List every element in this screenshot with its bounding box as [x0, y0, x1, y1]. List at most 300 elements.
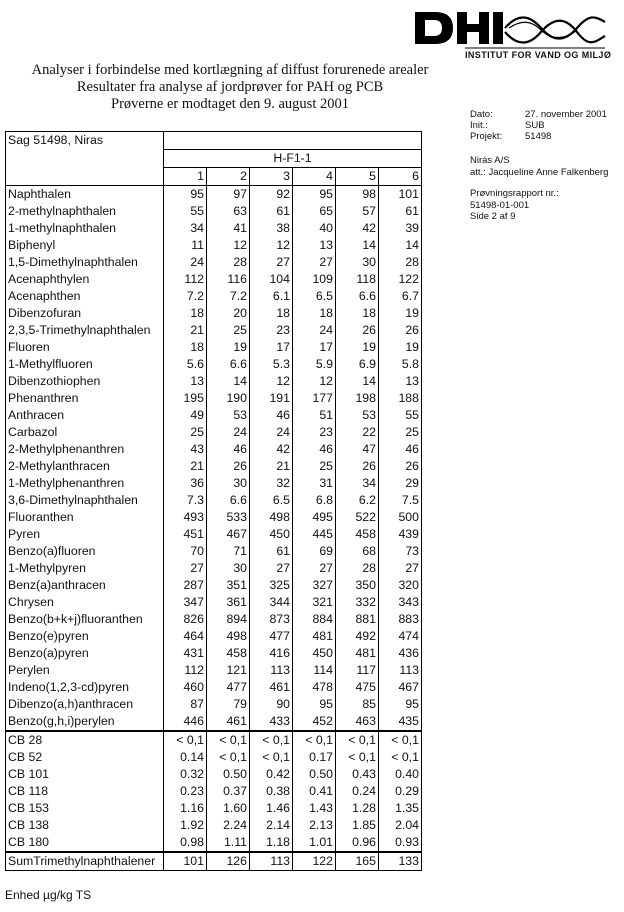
- header-line-2: Resultater fra analyse af jordprøver for PAH og PCB: [76, 79, 384, 95]
- cell-value: 1.28: [336, 800, 379, 817]
- cell-value: 6.2: [336, 492, 379, 509]
- cell-value: 26: [336, 458, 379, 475]
- table-row: [6, 543, 422, 560]
- column-header: 4: [293, 168, 336, 186]
- cell-value: 433: [250, 713, 293, 731]
- table-row: [6, 783, 422, 800]
- cell-value: 452: [293, 713, 336, 731]
- compound-name: 1-Methylphenanthren: [6, 475, 164, 492]
- cell-value: 122: [379, 271, 422, 288]
- cell-value: 28: [207, 254, 250, 271]
- cell-value: 26: [379, 458, 422, 475]
- cell-value: 416: [250, 645, 293, 662]
- compound-name: 2-Methylphenanthren: [6, 441, 164, 458]
- cell-value: 351: [207, 577, 250, 594]
- cell-value: 40: [293, 220, 336, 237]
- cell-value: 97: [207, 186, 250, 204]
- cell-value: 361: [207, 594, 250, 611]
- cell-value: 24: [250, 424, 293, 441]
- cell-value: 5.6: [164, 356, 207, 373]
- cell-value: 27: [293, 560, 336, 577]
- compound-name: Dibenzofuran: [6, 305, 164, 322]
- cell-value: 20: [207, 305, 250, 322]
- case-label: Sag 51498, Niras: [6, 132, 164, 150]
- meta-init: [470, 120, 607, 131]
- cell-value: 61: [379, 203, 422, 220]
- cell-value: 71: [207, 543, 250, 560]
- cell-value: 2.04: [379, 817, 422, 834]
- cell-value: 46: [250, 407, 293, 424]
- cell-value: 1.01: [293, 834, 336, 852]
- cell-value: 1.60: [207, 800, 250, 817]
- cell-value: 68: [336, 543, 379, 560]
- cell-value: 101: [379, 186, 422, 204]
- cell-value: 114: [293, 662, 336, 679]
- cell-value: 95: [164, 186, 207, 204]
- cell-value: 873: [250, 611, 293, 628]
- cell-value: 467: [379, 679, 422, 696]
- cell-value: 463: [336, 713, 379, 731]
- table-row: [6, 220, 422, 237]
- cell-value: 30: [336, 254, 379, 271]
- cell-value: 320: [379, 577, 422, 594]
- compound-name: Biphenyl: [6, 237, 164, 254]
- cell-value: 73: [379, 543, 422, 560]
- cell-value: 7.5: [379, 492, 422, 509]
- cell-value: 26: [379, 322, 422, 339]
- cell-value: 7.2: [164, 288, 207, 305]
- compound-name: CB 118: [6, 783, 164, 800]
- cell-value: 5.8: [379, 356, 422, 373]
- table-row: [6, 356, 422, 373]
- meta-init-label: Init.:: [470, 120, 488, 131]
- cell-value: 42: [250, 441, 293, 458]
- report-label: Prøvningsrapport nr.:: [470, 188, 559, 199]
- cell-value: 1.92: [164, 817, 207, 834]
- table-row: [6, 441, 422, 458]
- compound-name: 1,5-Dimethylnaphthalen: [6, 254, 164, 271]
- cell-value: 25: [293, 458, 336, 475]
- meta-init-value: SUB: [525, 120, 545, 131]
- meta-date-label: Dato:: [470, 109, 493, 120]
- table-row: [6, 203, 422, 220]
- compound-name: 2-methylnaphthalen: [6, 203, 164, 220]
- cell-value: 0.50: [207, 766, 250, 783]
- cell-value: 500: [379, 509, 422, 526]
- cell-value: 41: [207, 220, 250, 237]
- cell-value: 87: [164, 696, 207, 713]
- table-row: [6, 679, 422, 696]
- cell-value: 18: [336, 305, 379, 322]
- cell-value: 21: [164, 458, 207, 475]
- cell-value: 30: [207, 475, 250, 492]
- cell-value: 0.93: [379, 834, 422, 852]
- meta-date: [470, 109, 607, 120]
- cell-value: 14: [379, 237, 422, 254]
- compound-name: Chrysen: [6, 594, 164, 611]
- cell-value: 12: [250, 237, 293, 254]
- cell-value: 6.6: [336, 288, 379, 305]
- table-row: [6, 339, 422, 356]
- cell-value: 53: [207, 407, 250, 424]
- recipient-company: Nirás A/S: [470, 155, 510, 166]
- cell-value: 69: [293, 543, 336, 560]
- table-row: [6, 271, 422, 288]
- cell-value: < 0,1: [336, 749, 379, 766]
- cell-value: 0.24: [336, 783, 379, 800]
- cell-value: 53: [336, 407, 379, 424]
- compound-name: 1-Methylfluoren: [6, 356, 164, 373]
- table-row: [6, 696, 422, 713]
- cell-value: 18: [164, 339, 207, 356]
- table-row: [6, 458, 422, 475]
- cell-value: 121: [207, 662, 250, 679]
- cell-value: 343: [379, 594, 422, 611]
- cell-value: 17: [293, 339, 336, 356]
- cell-value: 13: [293, 237, 336, 254]
- compound-name: Carbazol: [6, 424, 164, 441]
- cell-value: 12: [293, 373, 336, 390]
- cell-value: 1.43: [293, 800, 336, 817]
- cell-value: 34: [164, 220, 207, 237]
- cell-value: 6.6: [207, 492, 250, 509]
- cell-value: 881: [336, 611, 379, 628]
- compound-name: Benzo(b+k+j)fluoranthen: [6, 611, 164, 628]
- cell-value: 450: [293, 645, 336, 662]
- cell-value: 61: [250, 543, 293, 560]
- table-row: [6, 526, 422, 543]
- compound-name: Benzo(a)fluoren: [6, 543, 164, 560]
- cell-value: 27: [379, 560, 422, 577]
- cell-value: 70: [164, 543, 207, 560]
- compound-name: 1-methylnaphthalen: [6, 220, 164, 237]
- column-header: 2: [207, 168, 250, 186]
- cell-value: 0.43: [336, 766, 379, 783]
- cell-value: < 0,1: [164, 731, 207, 749]
- cell-value: 6.7: [379, 288, 422, 305]
- cell-value: 439: [379, 526, 422, 543]
- cell-value: 12: [250, 373, 293, 390]
- table-column-header-row: [6, 168, 422, 186]
- table-row: [6, 594, 422, 611]
- cell-value: 350: [336, 577, 379, 594]
- cell-value: 894: [207, 611, 250, 628]
- compound-name: Acenaphthylen: [6, 271, 164, 288]
- compound-name: Fluoranthen: [6, 509, 164, 526]
- cell-value: 5.9: [293, 356, 336, 373]
- cell-value: 498: [250, 509, 293, 526]
- cell-value: 5.3: [250, 356, 293, 373]
- cell-value: 25: [379, 424, 422, 441]
- cell-value: 27: [250, 560, 293, 577]
- cell-value: 493: [164, 509, 207, 526]
- cell-value: 95: [293, 186, 336, 204]
- cell-value: 17: [250, 339, 293, 356]
- table-row: [6, 305, 422, 322]
- cell-value: 1.16: [164, 800, 207, 817]
- cell-value: 195: [164, 390, 207, 407]
- cell-value: 464: [164, 628, 207, 645]
- cell-value: 477: [207, 679, 250, 696]
- compound-name: 1-Methylpyren: [6, 560, 164, 577]
- cell-value: 26: [336, 322, 379, 339]
- cell-value: 0.41: [293, 783, 336, 800]
- cell-value: 436: [379, 645, 422, 662]
- cell-value: 13: [379, 373, 422, 390]
- cell-value: 21: [250, 458, 293, 475]
- compound-name: CB 101: [6, 766, 164, 783]
- compound-name: CB 153: [6, 800, 164, 817]
- cell-value: 481: [336, 645, 379, 662]
- cell-value: 1.46: [250, 800, 293, 817]
- cell-value: 6.6: [207, 356, 250, 373]
- cell-value: 344: [250, 594, 293, 611]
- cell-value: 11: [164, 237, 207, 254]
- cell-value: < 0,1: [336, 731, 379, 749]
- cell-value: 90: [250, 696, 293, 713]
- cell-value: 26: [207, 458, 250, 475]
- cell-value: 98: [336, 186, 379, 204]
- compound-name: 3,6-Dimethylnaphthalen: [6, 492, 164, 509]
- cell-value: 55: [164, 203, 207, 220]
- cell-value: 287: [164, 577, 207, 594]
- meta-project-label: Projekt:: [470, 131, 503, 142]
- sum-value: 101: [164, 852, 207, 871]
- compound-name: 2-Methylanthracen: [6, 458, 164, 475]
- cell-value: < 0,1: [250, 749, 293, 766]
- cell-value: 0.42: [250, 766, 293, 783]
- sum-value: 133: [379, 852, 422, 871]
- cell-value: 25: [207, 322, 250, 339]
- compound-name: Naphthalen: [6, 186, 164, 204]
- cell-value: < 0,1: [293, 731, 336, 749]
- compound-name: CB 28: [6, 731, 164, 749]
- cell-value: 14: [336, 237, 379, 254]
- cell-value: 47: [336, 441, 379, 458]
- cell-value: 478: [293, 679, 336, 696]
- cell-value: 34: [336, 475, 379, 492]
- table-row: [6, 373, 422, 390]
- table-row: [6, 731, 422, 749]
- cell-value: 884: [293, 611, 336, 628]
- cell-value: 51: [293, 407, 336, 424]
- cell-value: 18: [164, 305, 207, 322]
- compound-name: CB 52: [6, 749, 164, 766]
- group-label: H-F1-1: [164, 150, 422, 168]
- cell-value: 7.3: [164, 492, 207, 509]
- cell-value: 1.18: [250, 834, 293, 852]
- cell-value: 55: [379, 407, 422, 424]
- cell-value: 46: [207, 441, 250, 458]
- table-row: [6, 713, 422, 731]
- cell-value: 0.50: [293, 766, 336, 783]
- cell-value: 57: [336, 203, 379, 220]
- compound-name: 2,3,5-Trimethylnaphthalen: [6, 322, 164, 339]
- cell-value: 23: [250, 322, 293, 339]
- cell-value: 19: [379, 305, 422, 322]
- cell-value: 321: [293, 594, 336, 611]
- sum-value: 113: [250, 852, 293, 871]
- cell-value: 6.8: [293, 492, 336, 509]
- compound-name: Acenaphthen: [6, 288, 164, 305]
- table-row: [6, 254, 422, 271]
- cell-value: 116: [207, 271, 250, 288]
- cell-value: 28: [336, 560, 379, 577]
- report-page: Side 2 af 9: [470, 211, 516, 222]
- compound-name: Anthracen: [6, 407, 164, 424]
- cell-value: 7.2: [207, 288, 250, 305]
- compound-name: CB 138: [6, 817, 164, 834]
- table-row: [6, 628, 422, 645]
- cell-value: 188: [379, 390, 422, 407]
- table-row: [6, 645, 422, 662]
- cell-value: 458: [207, 645, 250, 662]
- compound-name: Perylen: [6, 662, 164, 679]
- cell-value: 24: [207, 424, 250, 441]
- table-row: [6, 509, 422, 526]
- table-case-row: [6, 132, 422, 150]
- table-row: [6, 800, 422, 817]
- cell-value: 177: [293, 390, 336, 407]
- cell-value: 481: [293, 628, 336, 645]
- table-row: [6, 560, 422, 577]
- cell-value: 27: [164, 560, 207, 577]
- cell-value: 458: [336, 526, 379, 543]
- cell-value: 0.23: [164, 783, 207, 800]
- cell-value: 113: [379, 662, 422, 679]
- compound-name: Benz(a)anthracen: [6, 577, 164, 594]
- cell-value: 29: [379, 475, 422, 492]
- column-header: 3: [250, 168, 293, 186]
- table-row: [6, 766, 422, 783]
- table-row: [6, 288, 422, 305]
- cell-value: 38: [250, 220, 293, 237]
- cell-value: 460: [164, 679, 207, 696]
- compound-name: Dibenzothiophen: [6, 373, 164, 390]
- cell-value: 92: [250, 186, 293, 204]
- cell-value: 63: [207, 203, 250, 220]
- cell-value: 883: [379, 611, 422, 628]
- cell-value: < 0,1: [379, 749, 422, 766]
- cell-value: 18: [250, 305, 293, 322]
- cell-value: 13: [164, 373, 207, 390]
- table-group-row: [6, 150, 422, 168]
- cell-value: 446: [164, 713, 207, 731]
- table-sum-row: [6, 852, 422, 871]
- cell-value: 21: [164, 322, 207, 339]
- table-row: [6, 322, 422, 339]
- cell-value: 109: [293, 271, 336, 288]
- cell-value: < 0,1: [250, 731, 293, 749]
- table-row: [6, 577, 422, 594]
- cell-value: 190: [207, 390, 250, 407]
- compound-name: Indeno(1,2,3-cd)pyren: [6, 679, 164, 696]
- cell-value: 112: [164, 271, 207, 288]
- compound-name: Dibenzo(a,h)anthracen: [6, 696, 164, 713]
- cell-value: 95: [379, 696, 422, 713]
- cell-value: 450: [250, 526, 293, 543]
- cell-value: 27: [293, 254, 336, 271]
- cell-value: < 0,1: [379, 731, 422, 749]
- cell-value: 0.40: [379, 766, 422, 783]
- cell-value: 325: [250, 577, 293, 594]
- cell-value: 474: [379, 628, 422, 645]
- cell-value: 42: [336, 220, 379, 237]
- cell-value: 31: [293, 475, 336, 492]
- cell-value: 19: [336, 339, 379, 356]
- table-row: [6, 611, 422, 628]
- cell-value: 6.1: [250, 288, 293, 305]
- cell-value: 32: [250, 475, 293, 492]
- column-header: 5: [336, 168, 379, 186]
- cell-value: 2.24: [207, 817, 250, 834]
- cell-value: 0.17: [293, 749, 336, 766]
- cell-value: 36: [164, 475, 207, 492]
- cell-value: 79: [207, 696, 250, 713]
- cell-value: < 0,1: [207, 731, 250, 749]
- compound-name: Fluoren: [6, 339, 164, 356]
- compound-name: Benzo(e)pyren: [6, 628, 164, 645]
- cell-value: 467: [207, 526, 250, 543]
- unit-note: Enhed µg/kg TS: [5, 888, 92, 902]
- cell-value: 477: [250, 628, 293, 645]
- cell-value: 0.96: [336, 834, 379, 852]
- cell-value: 25: [164, 424, 207, 441]
- table-row: [6, 186, 422, 204]
- cell-value: 19: [207, 339, 250, 356]
- cell-value: 498: [207, 628, 250, 645]
- compound-name: Pyren: [6, 526, 164, 543]
- cell-value: 118: [336, 271, 379, 288]
- cell-value: 85: [336, 696, 379, 713]
- cell-value: 332: [336, 594, 379, 611]
- cell-value: 461: [207, 713, 250, 731]
- cell-value: 24: [164, 254, 207, 271]
- cell-value: 533: [207, 509, 250, 526]
- compound-name: CB 180: [6, 834, 164, 852]
- cell-value: 104: [250, 271, 293, 288]
- cell-value: 2.13: [293, 817, 336, 834]
- table-row: [6, 237, 422, 254]
- cell-value: 475: [336, 679, 379, 696]
- cell-value: 14: [207, 373, 250, 390]
- cell-value: 43: [164, 441, 207, 458]
- cell-value: 112: [164, 662, 207, 679]
- cell-value: 113: [250, 662, 293, 679]
- cell-value: 95: [293, 696, 336, 713]
- meta-project: [470, 131, 607, 142]
- cell-value: 6.9: [336, 356, 379, 373]
- cell-value: 191: [250, 390, 293, 407]
- table-row: [6, 390, 422, 407]
- compound-name: Benzo(g,h,i)perylen: [6, 713, 164, 731]
- cell-value: 461: [250, 679, 293, 696]
- sum-value: 126: [207, 852, 250, 871]
- meta-date-value: 27. november 2001: [525, 109, 607, 120]
- cell-value: 27: [250, 254, 293, 271]
- recipient-att: att.: Jacqueline Anne Falkenberg: [470, 166, 609, 178]
- table-row: [6, 492, 422, 509]
- cell-value: 495: [293, 509, 336, 526]
- header-line-3: Prøverne er modtaget den 9. august 2001: [111, 96, 349, 112]
- table-row: [6, 424, 422, 441]
- cell-value: 46: [293, 441, 336, 458]
- cell-value: 198: [336, 390, 379, 407]
- cell-value: 1.85: [336, 817, 379, 834]
- table-row: [6, 662, 422, 679]
- cell-value: 65: [293, 203, 336, 220]
- cell-value: 0.14: [164, 749, 207, 766]
